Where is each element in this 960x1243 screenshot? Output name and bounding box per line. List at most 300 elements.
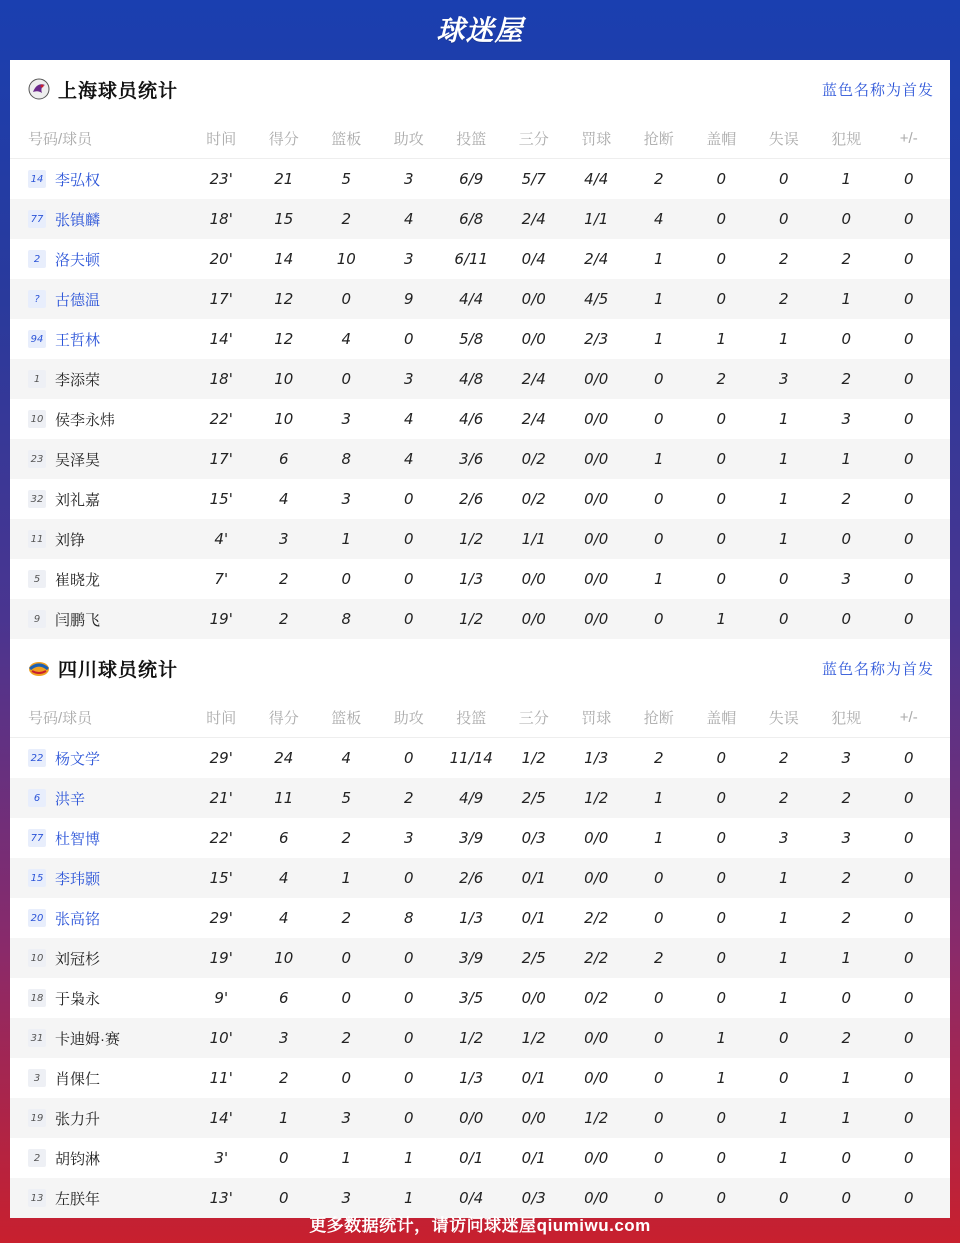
stat-cell: 2: [841, 909, 852, 927]
table-row[interactable]: [10, 199, 950, 239]
table-row[interactable]: [10, 1018, 950, 1058]
stat-cell: 15: [274, 210, 294, 228]
stat-cell: 0/0: [521, 989, 546, 1007]
column-header: 助攻: [393, 130, 424, 148]
table-row[interactable]: [10, 399, 950, 439]
stat-cell: 0/0: [521, 610, 546, 628]
stat-cell: 8: [341, 610, 352, 628]
stat-cell: 0: [716, 450, 727, 468]
stat-cell: 4: [278, 490, 289, 508]
stat-cell: 0/0: [521, 290, 546, 308]
stat-cell: 2: [653, 749, 664, 767]
stat-cell: 4: [653, 210, 664, 228]
player-cell[interactable]: [10, 988, 190, 1009]
jersey-number-badge: ?: [28, 290, 46, 308]
stat-cell: 0: [403, 570, 414, 588]
stat-cell: 2: [841, 370, 852, 388]
stat-cell: 18': [209, 370, 233, 388]
stat-cell: 0: [716, 290, 727, 308]
column-header: 犯规: [831, 709, 862, 727]
stat-cell: 6: [278, 450, 289, 468]
stat-cell: 1: [778, 989, 789, 1007]
stat-cell: 2/4: [521, 210, 546, 228]
column-header: 盖帽: [706, 709, 737, 727]
column-header: 失误: [768, 130, 799, 148]
jersey-number-badge: 94: [28, 330, 46, 348]
table-row[interactable]: [10, 319, 950, 359]
stat-cell: 9': [214, 989, 229, 1007]
column-header: 投篮: [456, 709, 487, 727]
stat-cell: 1: [778, 530, 789, 548]
player-cell[interactable]: [10, 1068, 190, 1089]
stat-cell: 3: [403, 829, 414, 847]
table-row[interactable]: [10, 159, 950, 199]
stat-cell: 0/1: [521, 1149, 546, 1167]
stat-cell: 2: [841, 789, 852, 807]
stat-cell: 2: [653, 949, 664, 967]
section-header: [10, 60, 950, 118]
stat-cell: 3: [841, 829, 852, 847]
stat-cell: 0: [403, 869, 414, 887]
stat-cell: 1: [778, 450, 789, 468]
stat-cell: 1: [653, 789, 664, 807]
stat-cell: 0: [403, 330, 414, 348]
stat-cell: 1: [341, 1149, 352, 1167]
stat-cell: 0: [653, 1189, 664, 1207]
jersey-number-badge: 77: [28, 829, 46, 847]
player-cell[interactable]: [10, 948, 190, 969]
table-row[interactable]: [10, 858, 950, 898]
stat-cell: 4/4: [459, 290, 484, 308]
player-name[interactable]: 洛夫顿: [55, 251, 101, 269]
stat-cell: 3: [841, 570, 852, 588]
stat-cell: 0/0: [521, 1109, 546, 1127]
jersey-number-badge: 22: [28, 749, 46, 767]
stat-cell: 2/2: [584, 949, 609, 967]
stat-cell: 0: [716, 530, 727, 548]
player-name[interactable]: 杨文学: [55, 750, 101, 768]
player-cell[interactable]: [10, 908, 190, 929]
table-row[interactable]: [10, 818, 950, 858]
stat-cell: 1: [403, 1189, 414, 1207]
stat-cell: 11/14: [449, 749, 493, 767]
column-header: 三分: [518, 709, 549, 727]
stat-cell: 2: [778, 749, 789, 767]
player-name[interactable]: 洪辛: [55, 790, 86, 808]
player-cell[interactable]: [10, 868, 190, 889]
player-name[interactable]: 刘冠杉: [55, 950, 101, 968]
column-header: 时间: [206, 130, 237, 148]
stat-cell: 4': [214, 530, 229, 548]
table-row[interactable]: [10, 898, 950, 938]
player-cell[interactable]: [10, 1108, 190, 1129]
player-cell[interactable]: [10, 748, 190, 769]
table-row[interactable]: [10, 559, 950, 599]
player-name[interactable]: 吴泽昊: [55, 451, 101, 469]
stat-cell: 20': [209, 250, 233, 268]
player-cell[interactable]: [10, 249, 190, 270]
section-title: [28, 76, 178, 103]
stat-cell: 23': [209, 170, 233, 188]
stat-cell: 0: [716, 749, 727, 767]
stat-cell: 0: [716, 490, 727, 508]
stat-cell: 0: [653, 610, 664, 628]
jersey-number-badge: 11: [28, 530, 46, 548]
stat-cell: 0: [903, 1149, 914, 1167]
stat-cell: 0: [653, 1149, 664, 1167]
player-name[interactable]: 侯李永炜: [55, 411, 116, 429]
player-cell[interactable]: [10, 169, 190, 190]
stat-cell: 0: [403, 490, 414, 508]
stat-cell: 6: [278, 829, 289, 847]
stat-cell: 5/8: [459, 330, 484, 348]
stat-cell: 3: [341, 490, 352, 508]
stat-cell: 3: [841, 749, 852, 767]
stat-cell: 22': [209, 410, 233, 428]
stat-cell: 14: [274, 250, 294, 268]
stat-cell: 0: [903, 370, 914, 388]
stat-cell: 1: [653, 330, 664, 348]
player-cell[interactable]: [10, 788, 190, 809]
stat-cell: 0: [841, 1189, 852, 1207]
stat-cell: 0: [903, 909, 914, 927]
stat-cell: 0: [716, 829, 727, 847]
stat-cell: 1: [653, 250, 664, 268]
stat-cell: 1: [778, 490, 789, 508]
stat-cell: 0/0: [584, 869, 609, 887]
stat-cell: 0: [716, 949, 727, 967]
stat-cell: 0/0: [584, 610, 609, 628]
stat-cell: 0: [903, 1029, 914, 1047]
player-name[interactable]: 刘铮: [55, 531, 86, 549]
stat-cell: 0: [653, 909, 664, 927]
player-name[interactable]: 于枭永: [55, 990, 101, 1008]
player-name[interactable]: 李添荣: [55, 371, 101, 389]
player-name[interactable]: 张高铭: [55, 910, 101, 928]
stat-cell: 0: [716, 410, 727, 428]
stat-cell: 4: [341, 749, 352, 767]
stat-cell: 0: [403, 1069, 414, 1087]
stat-cell: 4/4: [584, 170, 609, 188]
stat-cell: 5: [341, 170, 352, 188]
team-logo-icon: [28, 78, 50, 100]
stat-cell: 0: [716, 989, 727, 1007]
jersey-number-badge: 14: [28, 170, 46, 188]
stat-cell: 19': [209, 949, 233, 967]
top-bar: [0, 0, 960, 58]
section-title: [28, 655, 178, 682]
stat-cell: 2/5: [521, 789, 546, 807]
stat-cell: 2: [278, 570, 289, 588]
stat-cell: 2: [341, 909, 352, 927]
table-row[interactable]: [10, 599, 950, 639]
column-header: 时间: [206, 709, 237, 727]
stat-cell: 0/2: [521, 450, 546, 468]
stat-cell: 0: [778, 170, 789, 188]
stat-cell: 0/0: [584, 1069, 609, 1087]
stat-cell: 3: [278, 1029, 289, 1047]
stat-cell: 1/1: [521, 530, 546, 548]
player-name[interactable]: 张镇麟: [55, 211, 101, 229]
stat-cell: 0: [903, 610, 914, 628]
stat-cell: 0: [341, 290, 352, 308]
stat-cell: 2: [278, 1069, 289, 1087]
stat-cell: 0: [778, 1069, 789, 1087]
stat-cell: 3/5: [459, 989, 484, 1007]
column-header: 篮板: [331, 130, 362, 148]
jersey-number-badge: 1: [28, 370, 46, 388]
stat-cell: 3: [278, 530, 289, 548]
stat-cell: 2: [716, 370, 727, 388]
stat-cell: 1/3: [459, 1069, 484, 1087]
player-name[interactable]: 李玮颢: [55, 870, 101, 888]
stat-cell: 1: [341, 869, 352, 887]
stat-cell: 3/9: [459, 829, 484, 847]
stat-cell: 0: [841, 989, 852, 1007]
jersey-number-badge: 10: [28, 410, 46, 428]
stat-cell: 4: [278, 909, 289, 927]
stat-cell: 3/9: [459, 949, 484, 967]
stat-cell: 0: [403, 949, 414, 967]
player-cell[interactable]: [10, 209, 190, 230]
stat-cell: 2: [778, 789, 789, 807]
stat-cell: 0/0: [521, 570, 546, 588]
stat-cell: 1: [841, 1109, 852, 1127]
stat-cell: 0: [653, 370, 664, 388]
stat-cell: 2: [841, 869, 852, 887]
stat-cell: 0: [716, 250, 727, 268]
table-header: [10, 118, 950, 159]
stat-cell: 12: [274, 330, 294, 348]
stat-cell: 3: [341, 410, 352, 428]
player-name[interactable]: 王哲林: [55, 331, 101, 349]
player-name[interactable]: 张力升: [55, 1110, 101, 1128]
player-cell[interactable]: [10, 828, 190, 849]
table-row[interactable]: [10, 1098, 950, 1138]
stat-cell: 8: [341, 450, 352, 468]
stat-cell: 24: [274, 749, 294, 767]
stat-cell: 1: [653, 450, 664, 468]
stat-cell: 0: [841, 1149, 852, 1167]
stat-cell: 2/6: [459, 490, 484, 508]
stat-cell: 0: [903, 170, 914, 188]
stat-cell: 2/2: [584, 909, 609, 927]
stat-cell: 1: [403, 1149, 414, 1167]
stat-cell: 0: [903, 490, 914, 508]
stat-cell: 0/2: [584, 989, 609, 1007]
stat-cell: 0/0: [584, 370, 609, 388]
stat-cell: 2/6: [459, 869, 484, 887]
stat-cell: 1: [778, 1109, 789, 1127]
footer-banner[interactable]: 更多数据统计，请访问球迷屋qiumiwu.com: [309, 1215, 651, 1235]
column-header: 罚球: [581, 130, 612, 148]
player-name[interactable]: 崔晓龙: [55, 571, 101, 589]
team-stats-title: 上海球员统计: [58, 80, 179, 102]
stat-cell: 4: [341, 330, 352, 348]
player-name[interactable]: 古德温: [55, 291, 101, 309]
stat-cell: 0/0: [584, 530, 609, 548]
stat-cell: 6/11: [454, 250, 489, 268]
stats-card: [10, 60, 950, 1208]
stat-cell: 2/4: [521, 410, 546, 428]
player-cell[interactable]: [10, 329, 190, 350]
team-logo-icon: [28, 657, 50, 679]
stat-cell: 7': [214, 570, 229, 588]
column-header: 号码/球员: [28, 130, 93, 148]
stat-cell: 0/3: [521, 1189, 546, 1207]
stat-cell: 2: [341, 829, 352, 847]
stat-cell: 0: [341, 370, 352, 388]
player-cell[interactable]: [10, 289, 190, 310]
stat-cell: 0: [653, 410, 664, 428]
stat-cell: 1: [778, 1149, 789, 1167]
player-cell[interactable]: [10, 609, 190, 630]
stat-cell: 15': [209, 869, 233, 887]
stat-cell: 0/1: [459, 1149, 484, 1167]
stat-cell: 0: [903, 1189, 914, 1207]
stat-cell: 0: [653, 1109, 664, 1127]
stat-cell: 0/0: [584, 450, 609, 468]
table-row[interactable]: [10, 439, 950, 479]
player-cell[interactable]: [10, 409, 190, 430]
player-cell[interactable]: [10, 489, 190, 510]
stat-cell: 11: [274, 789, 294, 807]
stat-cell: 10': [209, 1029, 233, 1047]
team-stats-title: 四川球员统计: [58, 659, 179, 681]
stat-cell: 0: [716, 210, 727, 228]
stat-cell: 1: [841, 450, 852, 468]
stat-cell: 0/1: [521, 869, 546, 887]
stat-cell: 6/8: [459, 210, 484, 228]
section-header: [10, 639, 950, 697]
stat-cell: 0/1: [521, 1069, 546, 1087]
stat-cell: 0/0: [584, 490, 609, 508]
team-section: [10, 60, 950, 639]
stat-cell: 0: [778, 610, 789, 628]
jersey-number-badge: 19: [28, 1109, 46, 1127]
jersey-number-badge: 10: [28, 949, 46, 967]
stat-cell: 17': [209, 450, 233, 468]
jersey-number-badge: 2: [28, 250, 46, 268]
stat-cell: 0: [341, 949, 352, 967]
starter-hint: 蓝色名称为首发: [821, 660, 934, 678]
stat-cell: 10: [336, 250, 356, 268]
stat-cell: 3: [341, 1109, 352, 1127]
stat-cell: 21: [274, 170, 294, 188]
stat-cell: 2/4: [521, 370, 546, 388]
table-row[interactable]: [10, 479, 950, 519]
stat-cell: 0: [841, 610, 852, 628]
jersey-number-badge: 20: [28, 909, 46, 927]
table-row[interactable]: [10, 1138, 950, 1178]
column-header: 罚球: [581, 709, 612, 727]
stat-cell: 0: [278, 1189, 289, 1207]
player-name[interactable]: 闫鹏飞: [55, 611, 101, 629]
stat-cell: 4/5: [584, 290, 609, 308]
stat-cell: 0: [903, 450, 914, 468]
table-row[interactable]: [10, 239, 950, 279]
stat-cell: 1: [841, 290, 852, 308]
table-row[interactable]: [10, 1058, 950, 1098]
player-name[interactable]: 左朕年: [55, 1190, 101, 1208]
stat-cell: 14': [209, 1109, 233, 1127]
stat-cell: 0: [903, 869, 914, 887]
jersey-number-badge: 6: [28, 789, 46, 807]
player-name[interactable]: 刘礼嘉: [55, 491, 101, 509]
stat-cell: 0/0: [459, 1109, 484, 1127]
player-name[interactable]: 杜智博: [55, 830, 101, 848]
stat-cell: 11': [209, 1069, 233, 1087]
stat-cell: 4: [403, 410, 414, 428]
column-header: 三分: [518, 130, 549, 148]
stat-cell: 3: [778, 829, 789, 847]
player-cell[interactable]: [10, 569, 190, 590]
table-row[interactable]: [10, 778, 950, 818]
stat-cell: 13': [209, 1189, 233, 1207]
jersey-number-badge: 31: [28, 1029, 46, 1047]
player-name[interactable]: 卡迪姆·赛: [55, 1030, 120, 1048]
table-row[interactable]: [10, 359, 950, 399]
player-cell[interactable]: [10, 369, 190, 390]
stat-cell: 0: [903, 1069, 914, 1087]
stat-cell: 0: [278, 1149, 289, 1167]
stat-cell: 1: [716, 330, 727, 348]
table-row[interactable]: [10, 938, 950, 978]
player-cell[interactable]: [10, 449, 190, 470]
stat-cell: 22': [209, 829, 233, 847]
stat-cell: 0: [903, 949, 914, 967]
stat-cell: 1: [841, 1069, 852, 1087]
stat-cell: 0: [903, 829, 914, 847]
stat-cell: 0: [903, 530, 914, 548]
stat-cell: 4: [403, 450, 414, 468]
stat-cell: 2: [841, 1029, 852, 1047]
jersey-number-badge: 18: [28, 989, 46, 1007]
stat-cell: 0: [903, 989, 914, 1007]
stat-cell: 29': [209, 909, 233, 927]
stat-cell: 1: [778, 410, 789, 428]
table-row[interactable]: [10, 519, 950, 559]
stat-cell: 0: [653, 869, 664, 887]
player-name[interactable]: 肖倮仁: [55, 1070, 101, 1088]
stat-cell: 15': [209, 490, 233, 508]
stat-cell: 0/0: [584, 829, 609, 847]
column-header: 篮板: [331, 709, 362, 727]
table-row[interactable]: [10, 978, 950, 1018]
player-cell[interactable]: [10, 529, 190, 550]
player-rows: [10, 738, 950, 1218]
stat-cell: 0: [903, 210, 914, 228]
stat-cell: 3: [841, 410, 852, 428]
stat-cell: 0: [903, 789, 914, 807]
column-header: 得分: [268, 130, 299, 148]
player-cell[interactable]: [10, 1148, 190, 1169]
stat-cell: 2/4: [584, 250, 609, 268]
player-cell[interactable]: [10, 1028, 190, 1049]
stat-cell: 2: [653, 170, 664, 188]
column-header: 抢断: [643, 130, 674, 148]
stat-cell: 1/3: [459, 909, 484, 927]
player-name[interactable]: 李弘权: [55, 171, 101, 189]
stat-cell: 0: [716, 1109, 727, 1127]
stat-cell: 2/3: [584, 330, 609, 348]
table-row[interactable]: [10, 738, 950, 778]
stat-cell: 4: [278, 869, 289, 887]
player-name[interactable]: 胡钧淋: [55, 1150, 101, 1168]
stat-cell: 1: [653, 829, 664, 847]
table-row[interactable]: [10, 279, 950, 319]
stat-cell: 1: [716, 610, 727, 628]
